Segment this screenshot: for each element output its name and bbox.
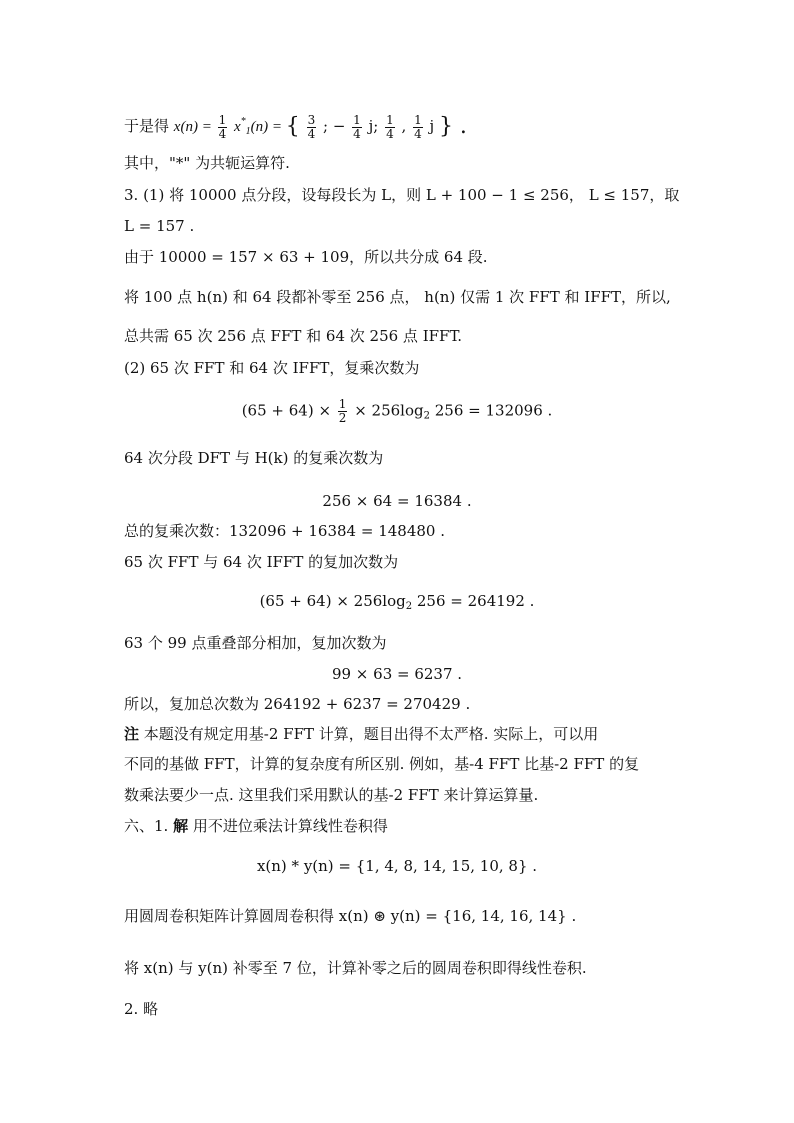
equation-linear-conv: x(n) * y(n) = {1, 4, 8, 14, 15, 10, 8} .: [256, 857, 538, 875]
sep-3: ,: [401, 117, 407, 135]
text-prefix: 于是得: [124, 117, 170, 135]
line-segments: 由于 10000 = 157 × 63 + 109，所以共分成 64 段.: [124, 248, 488, 266]
line-circular-conv: 用圆周卷积矩阵计算圆周卷积得 x(n) ⊛ y(n) = {16, 14, 16, 14} .: [124, 907, 577, 925]
line-total-add: 所以，复加总次数为 264192 + 6237 = 270429 .: [124, 695, 471, 713]
line-zero-pad: 将 100 点 h(n) 和 64 段都补零至 256 点， h(n) 仅需 1 次 FFT 和 IFFT，所以,: [124, 288, 671, 306]
line-dft-hk: 64 次分段 DFT 与 H(k) 的复乘次数为: [124, 449, 384, 467]
solution-label: 解: [173, 817, 189, 835]
j-2: j: [429, 117, 435, 135]
brace-close: } .: [438, 114, 467, 139]
line-complex-add: 65 次 FFT 与 64 次 IFFT 的复加次数为: [124, 553, 399, 571]
math-xn: x(n) =: [173, 119, 216, 135]
fraction-4: $\frac{1}{4}$: [414, 112, 422, 141]
line-zero-pad-7: 将 x(n) 与 y(n) 补零至 7 位，计算补零之后的圆周卷积即得线性卷积.: [124, 959, 587, 977]
note-label: 注: [124, 725, 140, 743]
sep-1: ; −: [323, 117, 346, 135]
brace-open: {: [285, 114, 300, 139]
equation-complex-mult: (65 + 64) × $\frac{1}{2}$ × $256\log_2$ 256 = 132096 .: [241, 397, 553, 425]
line-note-3: 数乘法要少一点. 这里我们采用默认的基-2 FFT 来计算运算量.: [124, 786, 539, 804]
line-q3-part1: 3. (1) 将 10000 点分段，设每段长为 L，则 L + 100 − 1 ≤ 256， L ≤ 157，取: [124, 186, 680, 204]
equation-dft-mult: 256 × 64 = 16384 .: [322, 492, 472, 510]
line-note-2: 不同的基做 FFT，计算的复杂度有所区别. 例如，基-4 FFT 比基-2 FFT 的复: [124, 755, 640, 773]
line-result-formula: [124, 112, 467, 142]
fraction-3: $\frac{1}{4}$: [386, 112, 394, 141]
line-total-mult: 总的复乘次数：132096 + 16384 = 148480 .: [124, 522, 445, 540]
j-1: j;: [368, 117, 379, 135]
fraction-half: $\frac{1}{2}$: [338, 397, 347, 425]
line-overlap: 63 个 99 点重叠部分相加，复加次数为: [124, 634, 387, 652]
line-q3-L: L = 157 .: [124, 217, 195, 235]
fraction-1: $\frac{3}{4}$: [307, 112, 316, 141]
equation-complex-add: $(65 + 64) \times 256\log_2$ 256 = 264192 .: [259, 592, 535, 612]
line-note-1: 注 本题没有规定用基-2 FFT 计算，题目出得不太严格. 实际上，可以用: [124, 725, 599, 743]
math-x1: $x^*_1(n)$ =: [234, 116, 286, 137]
line-q3-part2: (2) 65 次 FFT 和 64 次 IFFT，复乘次数为: [124, 359, 420, 377]
line-conjugate-note: 其中，"*" 为共轭运算符.: [124, 154, 290, 172]
line-section6: 六、1. 解 用不进位乘法计算线性卷积得: [124, 817, 388, 835]
equation-overlap-add: 99 × 63 = 6237 .: [331, 665, 463, 683]
line-total-fft: 总共需 65 次 256 点 FFT 和 64 次 256 点 IFFT.: [124, 327, 463, 345]
fraction-coef: $\frac{1}{4}$: [218, 112, 227, 141]
line-item-2: 2. 略: [124, 1000, 159, 1018]
fraction-2: $\frac{1}{4}$: [353, 112, 361, 141]
